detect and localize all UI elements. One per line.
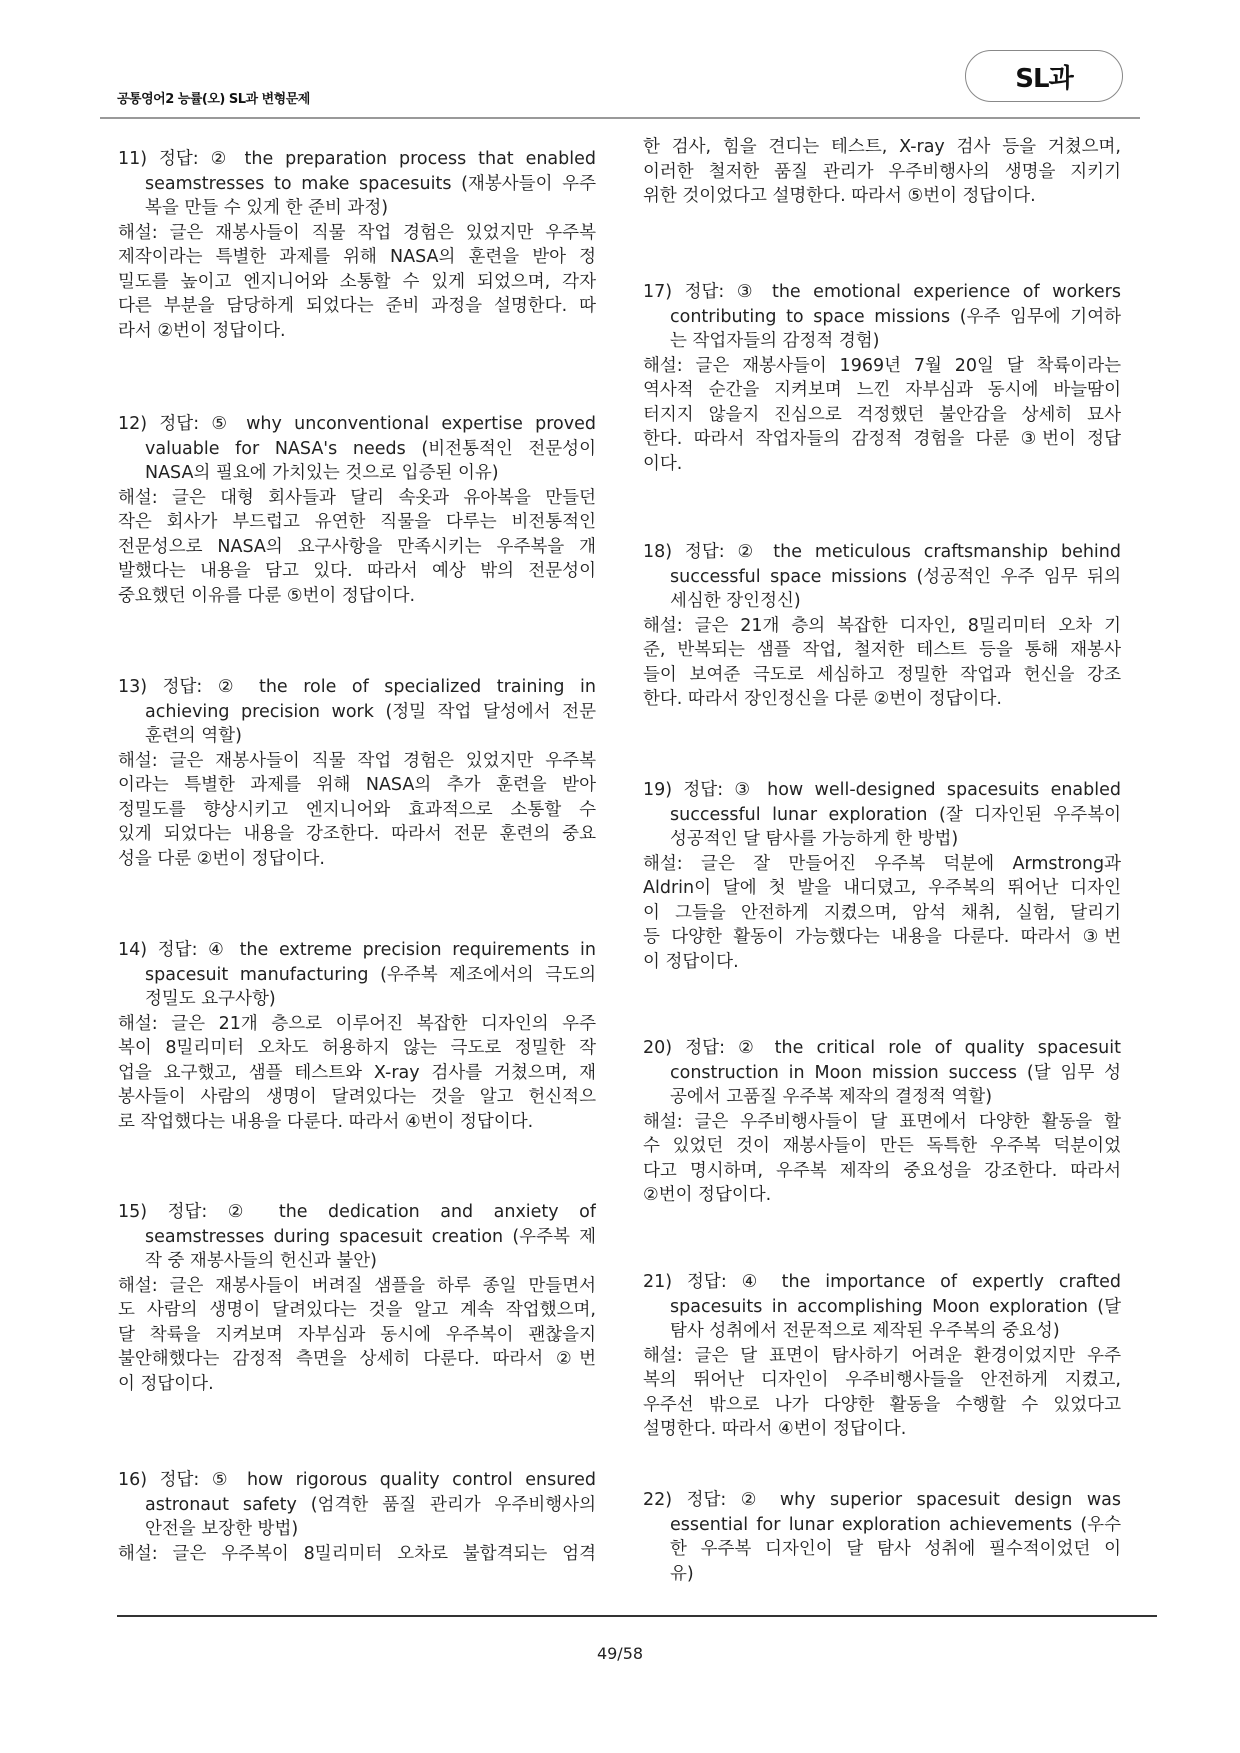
header-title: 공통영어2 능률(오) SL과 변형문제 (117, 92, 310, 107)
explanation-line: ②번이 정답이다. (643, 1185, 772, 1205)
answer-line-continued: NASA의 필요에 가치있는 것으로 입증된 이유) (145, 463, 499, 483)
answer-line-continued: 공에서 고품질 우주복 제작의 결정적 역할) (670, 1087, 993, 1107)
explanation-line: 해설: 글은 대형 회사들과 달리 속옷과 유아복을 만들던 (118, 487, 596, 508)
explanation-line: 역사적 순간을 지켜보며 느낀 자부심과 동시에 바늘땀이 (643, 380, 1121, 400)
answer-line-continued: seamstresses to make spacesuits (재봉사들이 우주 (145, 173, 596, 194)
explanation-line: 도 사람의 생명이 달려있다는 것을 알고 계속 작업했으며, (118, 1300, 596, 1320)
explanation-line: 이 정답이다. (118, 1373, 214, 1394)
explanation-line: 업을 요구했고, 샘플 테스트와 X-ray 검사를 거쳤으며, 재 (118, 1062, 596, 1083)
answer-line: 21) 정답: ④ the importance of expertly crafted (643, 1272, 1121, 1292)
answer-line: 16) 정답: ⑤ how rigorous quality control ensured (118, 1470, 596, 1490)
footer-divider (117, 1615, 1157, 1617)
explanation-line: 라서 ②번이 정답이다. (118, 320, 286, 341)
explanation-line: 작은 회사가 부드럽고 유연한 직물을 다루는 비전통적인 (118, 512, 596, 532)
explanation-line: 있게 되었다는 내용을 강조한다. 따라서 전문 훈련의 중요 (118, 824, 596, 844)
answer-item (118, 938, 596, 1134)
explanation-line: 복의 뛰어난 디자인이 우주비행사들을 안전하게 지켰고, (643, 1370, 1121, 1390)
answer-line-continued: construction in Moon mission success (달 임무 성 (670, 1062, 1121, 1083)
explanation-line: 이다. (643, 453, 683, 474)
explanation-line: 다른 부분을 담당하게 되었다는 준비 과정을 설명한다. 따 (118, 296, 596, 316)
explanation-line: 제작이라는 특별한 과제를 위해 NASA의 훈련을 받아 정 (118, 247, 596, 267)
explanation-line: 준, 반복되는 샘플 작업, 철저한 테스트 등을 통해 재봉사 (643, 640, 1121, 660)
explanation-line: 이 정답이다. (643, 951, 739, 972)
explanation-line: 이라는 특별한 과제를 위해 NASA의 추가 훈련을 받아 (118, 775, 596, 795)
answer-item (118, 147, 596, 343)
answer-line-continued: 작 중 재봉사들의 헌신과 불안) (145, 1251, 377, 1271)
explanation-line: 해설: 글은 재봉사들이 직물 작업 경험은 있었지만 우주복 (118, 222, 596, 243)
answer-item (643, 778, 1121, 974)
answer-line-continued: spacesuits in accomplishing Moon exploration (달 (670, 1296, 1121, 1317)
answer-line-continued: contributing to space missions (우주 임무에 기여하 (670, 306, 1121, 327)
explanation-line: 위한 것이었다고 설명한다. 따라서 ⑤번이 정답이다. (643, 186, 1036, 206)
answer-item (643, 1488, 1121, 1586)
explanation-line: 해설: 글은 우주비행사들이 달 표면에서 다양한 활동을 할 (643, 1111, 1121, 1132)
explanation-line: 이 그들을 안전하게 지켰으며, 암석 채취, 실험, 달리기 (643, 902, 1121, 923)
answer-line-continued: essential for lunar exploration achievements (우수 (670, 1514, 1121, 1535)
page-number: 49/58 (596, 1644, 644, 1663)
explanation-line: 해설: 글은 재봉사들이 1969년 7월 20일 달 착륙이라는 (643, 355, 1121, 376)
explanation-line: 로 작업했다는 내용을 다룬다. 따라서 ④번이 정답이다. (118, 1111, 534, 1132)
explanation-line: 설명한다. 따라서 ④번이 정답이다. (643, 1419, 907, 1439)
explanation-line: 해설: 글은 잘 만들어진 우주복 덕분에 Armstrong과 (643, 853, 1121, 874)
explanation-line: 우주선 밖으로 나가 다양한 활동을 수행할 수 있었다고 (643, 1394, 1121, 1415)
answer-line: 18) 정답: ② the meticulous craftsmanship behind (643, 542, 1121, 562)
explanation-line: 해설: 글은 달 표면이 탐사하기 어려운 환경이었지만 우주 (643, 1345, 1121, 1366)
answer-line-continued: 유) (670, 1563, 694, 1584)
answer-item (643, 540, 1121, 712)
explanation-line: 들이 보여준 극도로 세심하고 정밀한 작업과 헌신을 강조 (643, 664, 1121, 685)
answer-item (118, 412, 596, 608)
answer-line: 14) 정답: ④ the extreme precision requirements in (118, 940, 596, 960)
explanation-line: 한다. 따라서 장인정신을 다룬 ②번이 정답이다. (643, 689, 1002, 709)
answer-line-continued: astronaut safety (엄격한 품질 관리가 우주비행사의 (145, 1494, 596, 1515)
header-divider (100, 117, 1140, 119)
explanation-line: 등 다양한 활동이 가능했다는 내용을 다룬다. 따라서 ③번 (643, 927, 1121, 947)
answer-line: 12) 정답: ⑤ why unconventional expertise proved (118, 414, 596, 434)
answer-item (643, 135, 1121, 209)
explanation-line: 한 검사, 힘을 견디는 테스트, X-ray 검사 등을 거쳤으며, (643, 137, 1121, 157)
explanation-line: 불안해했다는 감정적 측면을 상세히 다룬다. 따라서 ②번 (118, 1349, 596, 1369)
answer-line-continued: valuable for NASA's needs (비전통적인 전문성이 (145, 438, 596, 459)
answer-line-continued: 탐사 성취에서 전문적으로 제작된 우주복의 중요성) (670, 1321, 1060, 1341)
explanation-line: 한다. 따라서 작업자들의 감정적 경험을 다룬 ③번이 정답 (643, 429, 1121, 449)
explanation-line: Aldrin이 달에 첫 발을 내디뎠고, 우주복의 뛰어난 디자인 (643, 878, 1121, 898)
explanation-line: 해설: 글은 우주복이 8밀리미터 오차로 불합격되는 엄격 (118, 1543, 596, 1564)
explanation-line: 해설: 글은 재봉사들이 직물 작업 경험은 있었지만 우주복 (118, 750, 596, 771)
answer-line-continued: achieving precision work (정밀 작업 달성에서 전문 (145, 701, 596, 722)
answer-line-continued: 훈련의 역할) (145, 726, 242, 746)
answer-line: 19) 정답: ③ how well-designed spacesuits enabled (643, 780, 1121, 800)
explanation-line: 봉사들이 사람의 생명이 달려있다는 것을 알고 헌신적으 (118, 1087, 596, 1107)
answer-line-continued: 세심한 장인정신) (670, 591, 801, 611)
answer-line: 13) 정답: ② the role of specialized training in (118, 677, 596, 697)
answer-item (118, 1468, 596, 1566)
answer-line-continued: spacesuit manufacturing (우주복 제조에서의 극도의 (145, 964, 596, 985)
answer-line-continued: 는 작업자들의 감정적 경험) (670, 331, 880, 351)
explanation-line: 다고 명시하며, 우주복 제작의 중요성을 강조한다. 따라서 (643, 1160, 1121, 1181)
answer-line-continued: successful space missions (성공적인 우주 임무 뒤의 (670, 566, 1121, 587)
answer-line: 20) 정답: ② the critical role of quality spacesuit (643, 1038, 1121, 1058)
explanation-line: 복이 8밀리미터 오차도 허용하지 않는 극도로 정밀한 작 (118, 1038, 596, 1058)
explanation-line: 발했다는 내용을 담고 있다. 따라서 예상 밖의 전문성이 (118, 561, 596, 581)
answer-line-continued: 정밀도 요구사항) (145, 989, 276, 1009)
explanation-line: 밀도를 높이고 엔지니어와 소통할 수 있게 되었으며, 각자 (118, 271, 596, 292)
answer-item (643, 280, 1121, 476)
explanation-line: 성을 다룬 ②번이 정답이다. (118, 848, 325, 869)
answer-item (118, 1200, 596, 1396)
answer-line: 22) 정답: ② why superior spacesuit design was (643, 1490, 1121, 1510)
explanation-line: 전문성으로 NASA의 요구사항을 만족시키는 우주복을 개 (118, 536, 596, 557)
answer-item (643, 1270, 1121, 1442)
explanation-line: 정밀도를 향상시키고 엔지니어와 효과적으로 소통할 수 (118, 799, 596, 820)
answer-line-continued: 성공적인 달 탐사를 가능하게 한 방법) (670, 829, 959, 849)
answer-line-continued: 복을 만들 수 있게 한 준비 과정) (145, 198, 389, 218)
answer-line: 17) 정답: ③ the emotional experience of workers (643, 282, 1121, 302)
answer-line-continued: successful lunar exploration (잘 디자인된 우주복이 (670, 804, 1121, 825)
explanation-line: 달 착륙을 지켜보며 자부심과 동시에 우주복이 괜찮을지 (118, 1324, 596, 1345)
explanation-line: 중요했던 이유를 다룬 ⑤번이 정답이다. (118, 585, 416, 606)
explanation-line: 해설: 글은 21개 층의 복잡한 디자인, 8밀리미터 오차 기 (643, 615, 1121, 636)
explanation-line: 해설: 글은 재봉사들이 버려질 샘플을 하루 종일 만들면서 (118, 1275, 596, 1296)
section-badge: SL과 (965, 50, 1123, 102)
explanation-line: 이러한 철저한 품질 관리가 우주비행사의 생명을 지키기 (643, 161, 1121, 182)
answer-item (643, 1036, 1121, 1208)
answer-line-continued: 한 우주복 디자인이 달 탐사 성취에 필수적이었던 이 (670, 1539, 1121, 1559)
answer-line: 11) 정답: ② the preparation process that enabled (118, 149, 596, 169)
explanation-line: 터지지 않을지 진심으로 걱정했던 불안감을 상세히 묘사 (643, 404, 1121, 425)
explanation-line: 해설: 글은 21개 층으로 이루어진 복잡한 디자인의 우주 (118, 1013, 596, 1034)
answer-item (118, 675, 596, 871)
answer-line-continued: 안전을 보장한 방법) (145, 1519, 299, 1539)
explanation-line: 수 있었던 것이 재봉사들이 만든 독특한 우주복 덕분이었 (643, 1136, 1121, 1156)
answer-line: 15) 정답: ② the dedication and anxiety of (118, 1202, 596, 1222)
answer-line-continued: seamstresses during spacesuit creation (우주복 제 (145, 1226, 596, 1247)
